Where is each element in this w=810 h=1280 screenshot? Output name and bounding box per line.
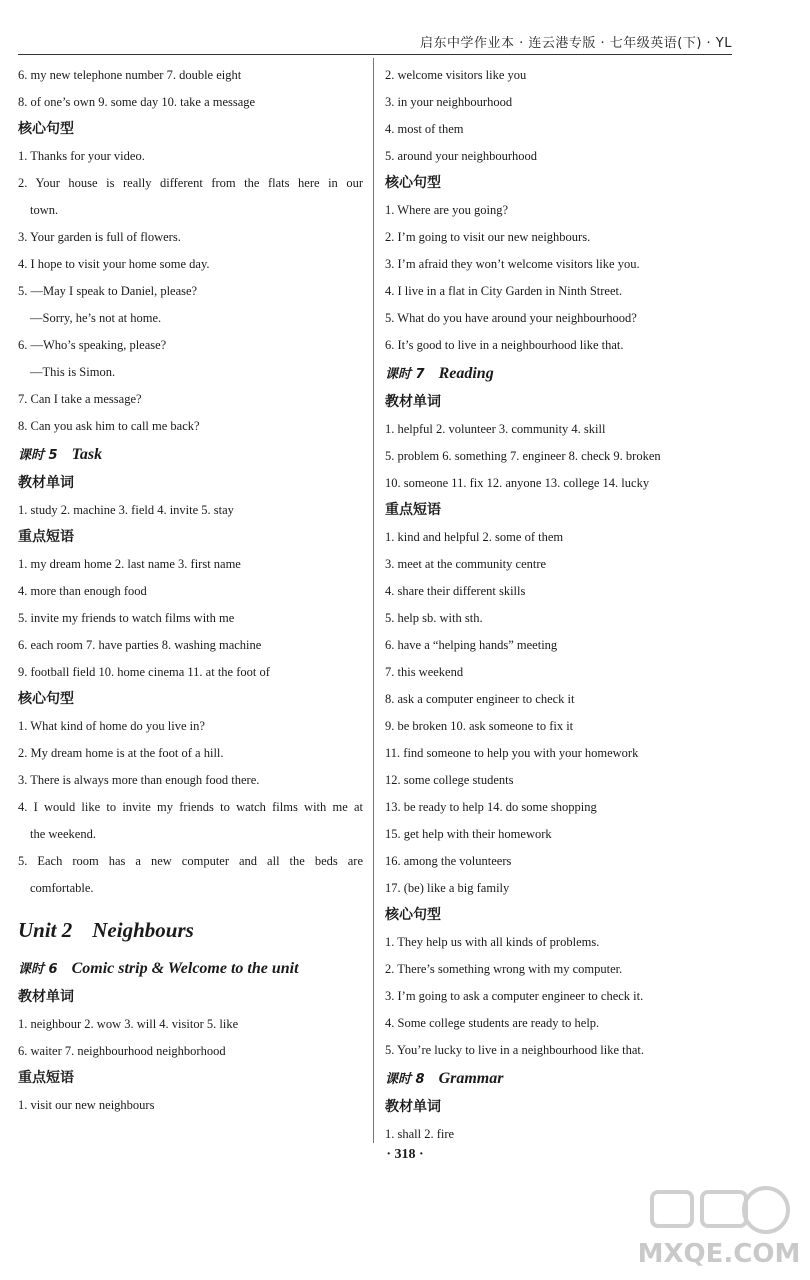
- answer-row: 1. Thanks for your video.: [18, 149, 145, 163]
- answer-row: the weekend.: [30, 827, 96, 841]
- lesson-title: Task: [71, 446, 103, 463]
- section-heading-core-sentences: 核心句型: [385, 907, 441, 923]
- answer-row: 11. find someone to help you with your homework: [385, 746, 639, 760]
- header-rule: [18, 54, 732, 55]
- answer-row: 5. problem 6. something 7. engineer 8. check 9. broken: [385, 449, 661, 463]
- answer-row: 4. share their different skills: [385, 584, 526, 598]
- answer-row: 4. most of them: [385, 122, 464, 136]
- answer-row: 3. in your neighbourhood: [385, 95, 513, 109]
- answer-row: 1. helpful 2. volunteer 3. community 4. skill: [385, 422, 606, 436]
- answer-row: 3. meet at the community centre: [385, 557, 547, 571]
- answer-row: 7. this weekend: [385, 665, 464, 679]
- answer-row: 7. Can I take a message?: [18, 392, 142, 406]
- answer-row: 6. —Who’s speaking, please?: [18, 338, 167, 352]
- answer-row: town.: [30, 203, 59, 217]
- section-heading-core-sentences: 核心句型: [385, 175, 441, 191]
- answer-row: 16. among the volunteers: [385, 854, 512, 868]
- answer-row: 5. around your neighbourhood: [385, 149, 538, 163]
- answer-row: 9. be broken 10. ask someone to fix it: [385, 719, 574, 733]
- answer-row: 12. some college students: [385, 773, 514, 787]
- lesson-heading: [385, 359, 725, 389]
- answer-row: 5. invite my friends to watch films with me: [18, 611, 235, 625]
- lesson-title: Grammar: [438, 1070, 504, 1087]
- lesson-number: 课时 7: [385, 367, 425, 382]
- section-heading-key-phrases: 重点短语: [18, 1070, 74, 1086]
- answer-row: 1. visit our new neighbours: [18, 1098, 155, 1112]
- right-column: [385, 62, 725, 1148]
- section-heading-key-phrases: 重点短语: [385, 502, 441, 518]
- answer-row: 1. What kind of home do you live in?: [18, 719, 205, 733]
- answer-row: 1. study 2. machine 3. field 4. invite 5. stay: [18, 503, 234, 517]
- answer-row: 2. There’s something wrong with my computer.: [385, 962, 623, 976]
- unit-heading: [18, 910, 363, 950]
- answer-row: —Sorry, he’s not at home.: [30, 311, 162, 325]
- answer-row: 4. more than enough food: [18, 584, 147, 598]
- section-heading-vocabulary: 教材单词: [18, 989, 74, 1005]
- answer-row: 2. My dream home is at the foot of a hill.: [18, 746, 224, 760]
- answer-row: 1. my dream home 2. last name 3. first name: [18, 557, 241, 571]
- section-heading-key-phrases: 重点短语: [18, 529, 74, 545]
- answer-row: 2. welcome visitors like you: [385, 68, 527, 82]
- answer-row: 1. They help us with all kinds of problems.: [385, 935, 600, 949]
- answer-row: 2. Your house is really different from the flats here in our: [18, 176, 363, 190]
- lesson-number: 课时 6: [18, 962, 58, 977]
- column-divider: [373, 58, 374, 1143]
- answer-row: 1. kind and helpful 2. some of them: [385, 530, 564, 544]
- answer-row: 1. neighbour 2. wow 3. will 4. visitor 5. like: [18, 1017, 239, 1031]
- section-heading-core-sentences: 核心句型: [18, 121, 74, 137]
- watermark-logo: [634, 1182, 804, 1272]
- answer-row: 6. have a “helping hands” meeting: [385, 638, 558, 652]
- unit-number: Unit 2: [18, 918, 73, 942]
- answer-row: 5. Each room has a new computer and all the beds are: [18, 854, 363, 868]
- running-header: 启东中学作业本 · 连云港专版 · 七年级英语(下) · YL: [419, 36, 732, 51]
- answer-row: 5. You’re lucky to live in a neighbourhood like that.: [385, 1043, 644, 1057]
- watermark-text: MXQE.COM: [637, 1239, 801, 1269]
- answer-row: 4. I hope to visit your home some day.: [18, 257, 210, 271]
- answer-row: 5. —May I speak to Daniel, please?: [18, 284, 198, 298]
- lesson-heading: [385, 1064, 725, 1094]
- section-heading-vocabulary: 教材单词: [385, 394, 441, 410]
- answer-row: 1. Where are you going?: [385, 203, 508, 217]
- answer-row: 17. (be) like a big family: [385, 881, 510, 895]
- answer-row: 13. be ready to help 14. do some shopping: [385, 800, 597, 814]
- answer-row: 8. Can you ask him to call me back?: [18, 419, 200, 433]
- answer-row: 9. football field 10. home cinema 11. at the foot of: [18, 665, 270, 679]
- answer-row: 6. each room 7. have parties 8. washing machine: [18, 638, 262, 652]
- lesson-number: 课时 5: [18, 448, 58, 463]
- answer-row: 8. ask a computer engineer to check it: [385, 692, 575, 706]
- unit-title: Neighbours: [92, 918, 194, 942]
- answer-row: 10. someone 11. fix 12. anyone 13. college 14. lucky: [385, 476, 650, 490]
- answer-row: 2. I’m going to visit our new neighbours.: [385, 230, 591, 244]
- answer-row: 3. I’m going to ask a computer engineer to check it.: [385, 989, 644, 1003]
- answer-row: 6. waiter 7. neighbourhood neighborhood: [18, 1044, 226, 1058]
- answer-row: 6. my new telephone number 7. double eight: [18, 68, 242, 82]
- answer-row: 5. help sb. with sth.: [385, 611, 483, 625]
- left-column: [18, 62, 363, 1119]
- lesson-number: 课时 8: [385, 1072, 425, 1087]
- lesson-heading: [18, 440, 363, 470]
- answer-row: 4. I would like to invite my friends to watch films with me at: [18, 800, 363, 814]
- answer-row: 3. Your garden is full of flowers.: [18, 230, 181, 244]
- answer-row: 4. I live in a flat in City Garden in Ninth Street.: [385, 284, 623, 298]
- section-heading-vocabulary: 教材单词: [18, 475, 74, 491]
- lesson-heading: [18, 954, 363, 984]
- answer-row: —This is Simon.: [30, 365, 116, 379]
- answer-row: 3. I’m afraid they won’t welcome visitors like you.: [385, 257, 640, 271]
- answer-row: comfortable.: [30, 881, 94, 895]
- answer-row: 1. shall 2. fire: [385, 1127, 455, 1141]
- lesson-title: Reading: [438, 365, 494, 382]
- answer-row: 5. What do you have around your neighbourhood?: [385, 311, 637, 325]
- lesson-title: Comic strip & Welcome to the unit: [71, 960, 299, 977]
- section-heading-core-sentences: 核心句型: [18, 691, 74, 707]
- answer-row: 6. It’s good to live in a neighbourhood like that.: [385, 338, 624, 352]
- section-heading-vocabulary: 教材单词: [385, 1099, 441, 1115]
- answer-row: 4. Some college students are ready to help.: [385, 1016, 600, 1030]
- answer-row: 3. There is always more than enough food there.: [18, 773, 260, 787]
- page-number: · 318 ·: [386, 1147, 424, 1162]
- answer-row: 15. get help with their homework: [385, 827, 552, 841]
- answer-row: 8. of one’s own 9. some day 10. take a message: [18, 95, 256, 109]
